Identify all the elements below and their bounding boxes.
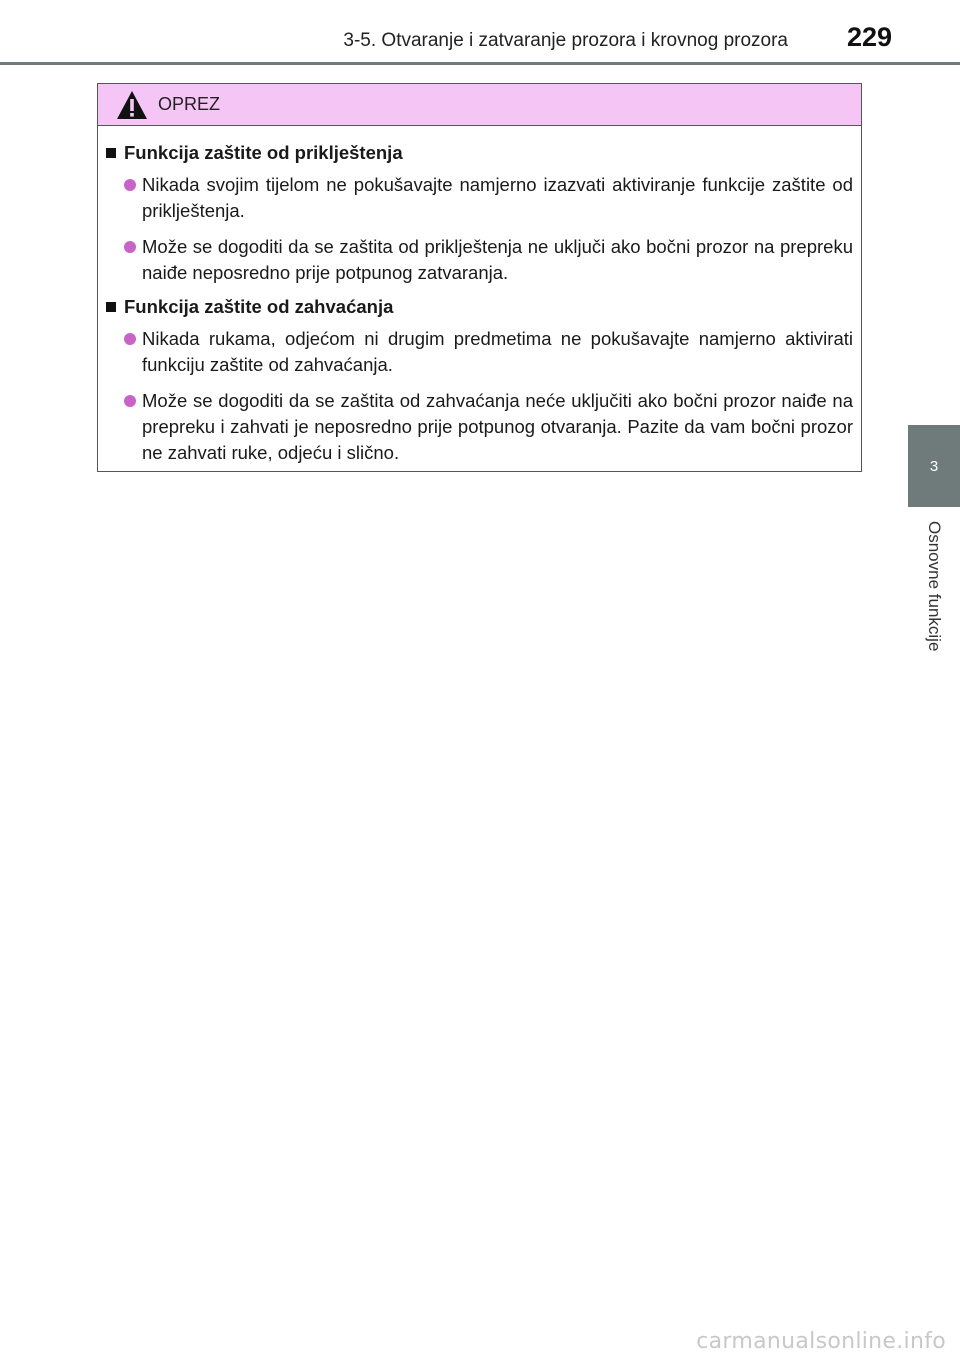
section-heading-text: Funkcija zaštite od priklještenja xyxy=(124,142,403,163)
list-item xyxy=(106,234,853,286)
page-number: 229 xyxy=(846,22,892,52)
list-item xyxy=(106,172,853,224)
section-heading-text: Funkcija zaštite od zahvaćanja xyxy=(124,296,394,317)
square-bullet-icon xyxy=(106,302,116,312)
dot-bullet-icon xyxy=(124,179,136,191)
list-item-text: Može se dogoditi da se zaštita od priklještenja ne uključi ako bočni prozor na prepreku naiđe neposredno prije potpunog zatvaranja. xyxy=(142,236,853,283)
watermark: carmanualsonline.info xyxy=(696,1329,946,1354)
list-item xyxy=(106,326,853,378)
section-heading xyxy=(106,142,853,164)
dot-bullet-icon xyxy=(124,333,136,345)
chapter-label xyxy=(908,507,960,687)
caution-title: OPREZ xyxy=(158,94,221,114)
chapter-title: Osnovne funkcije xyxy=(925,521,944,652)
chapter-tab xyxy=(908,425,960,507)
page-header xyxy=(0,0,960,70)
caution-header xyxy=(98,84,861,126)
list-item-text: Nikada rukama, odjećom ni drugim predmetima ne pokušavajte namjerno aktivirati funkciju zaštite od zahvaćanja. xyxy=(142,328,853,375)
warning-triangle-icon xyxy=(116,90,148,120)
section-heading xyxy=(106,296,853,318)
caution-box xyxy=(97,83,862,472)
header-divider xyxy=(0,62,960,65)
section-title: 3-5. Otvaranje i zatvaranje prozora i krovnog prozora xyxy=(343,30,788,51)
list-item-text: Može se dogoditi da se zaštita od zahvaćanja neće uključiti ako bočni prozor naiđe na prepreku i zahvati je neposredno prije potpunog otvaranja. Pazite da vam bočni prozor ne zahvati ruke, odjeću i slično. xyxy=(142,390,853,463)
chapter-number: 3 xyxy=(929,457,939,475)
caution-body xyxy=(98,126,861,466)
square-bullet-icon xyxy=(106,148,116,158)
dot-bullet-icon xyxy=(124,241,136,253)
list-item xyxy=(106,388,853,466)
list-item-text: Nikada svojim tijelom ne pokušavajte namjerno izazvati aktiviranje funkcije zaštite od priklještenja. xyxy=(142,174,853,221)
dot-bullet-icon xyxy=(124,395,136,407)
